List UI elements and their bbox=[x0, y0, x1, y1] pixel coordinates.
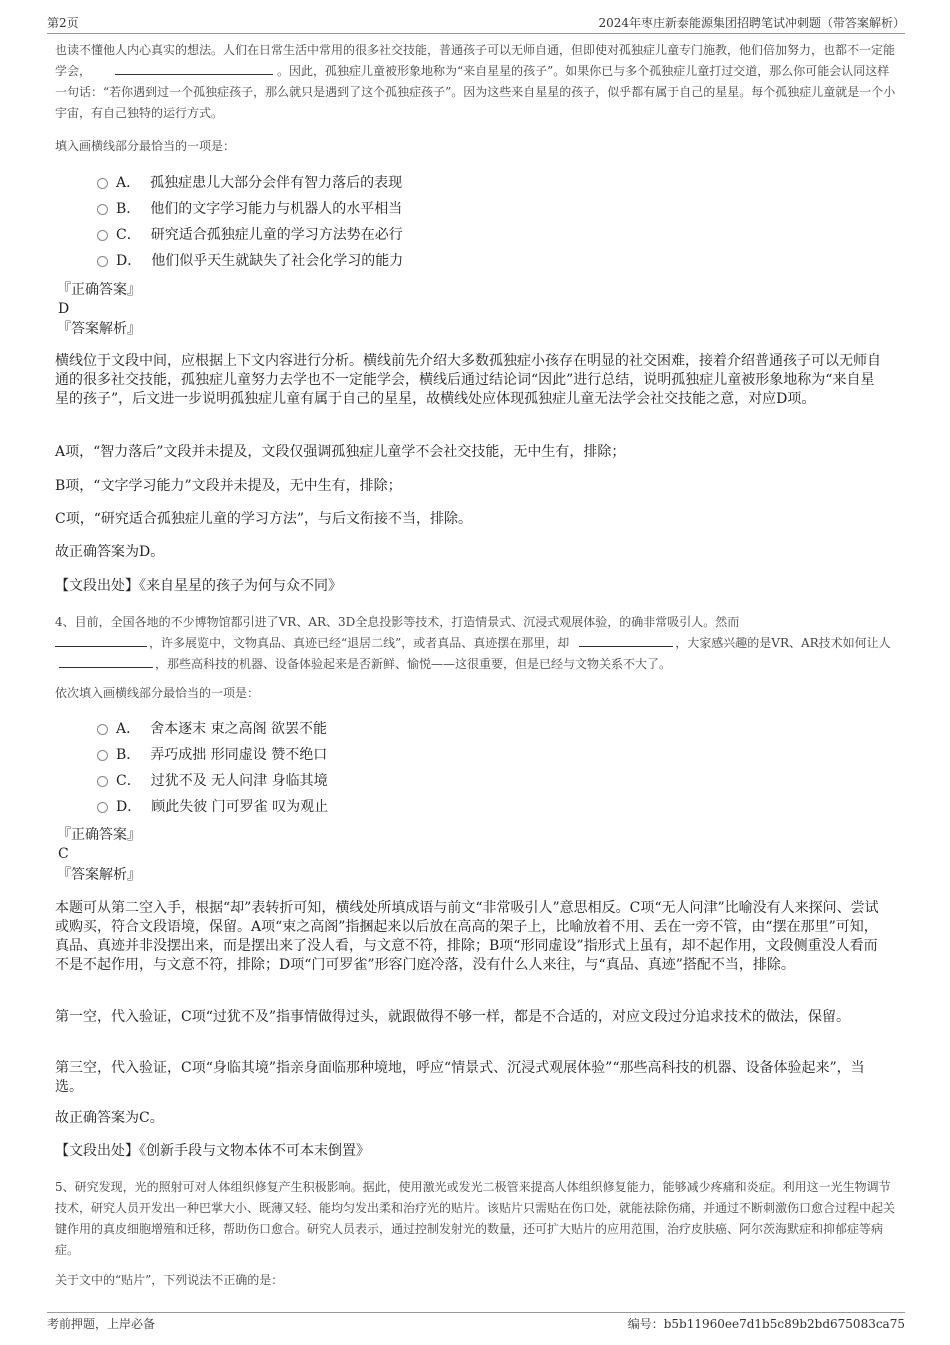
q3-analysis-b: B项，“文字学习能力”文段并未提及，无中生有，排除； bbox=[55, 478, 402, 494]
q5-prompt: 关于文中的“贴片”，下列说法不正确的是： bbox=[55, 1273, 284, 1287]
q4-option-c[interactable]: C． 过犹不及 无人问津 身临其境 bbox=[97, 771, 328, 791]
document-id: 编号：b5b11960ee7d1b5c89b2bd675083ca75 bbox=[627, 1317, 905, 1331]
q4-blank-3 bbox=[59, 655, 153, 668]
q4-analysis-label: 『答案解析』 bbox=[57, 867, 141, 883]
q3-option-a[interactable]: A． 孤独症患儿大部分会伴有智力落后的表现 bbox=[97, 173, 402, 193]
q4-option-a[interactable]: A． 舍本逐末 束之高阁 欲罢不能 bbox=[97, 719, 327, 739]
q3-prompt: 填入画横线部分最恰当的一项是： bbox=[55, 139, 236, 153]
radio-icon[interactable] bbox=[97, 230, 108, 241]
radio-icon[interactable] bbox=[97, 256, 108, 267]
q3-option-b[interactable]: B． 他们的文字学习能力与机器人的水平相当 bbox=[97, 199, 402, 219]
radio-icon[interactable] bbox=[97, 178, 108, 189]
q4-passage: 4、目前，全国各地的不少博物馆都引进了VR、AR、3D全息投影等技术，打造情景式、沉浸式观展体验，的确非常吸引人。然而 ，许多展览中，文物真品、真迹已经“退居二线”，或者真品、真迹摆在那里，却 ，大家感兴趣的是VR、AR技术如何让人，那些高科技的机器、设备体验起来是否新鲜、愉悦——这很重要，但是已经与文物关系不大了。 bbox=[55, 615, 891, 671]
radio-icon[interactable] bbox=[97, 776, 108, 787]
q3-option-d[interactable]: D． 他们似乎天生就缺失了社会化学习的能力 bbox=[97, 251, 403, 271]
q4-option-d[interactable]: D． 顾此失彼 门可罗雀 叹为观止 bbox=[97, 797, 328, 817]
radio-icon[interactable] bbox=[97, 204, 108, 215]
q4-analysis-main: 本题可从第二空入手，根据“却”表转折可知，横线处所填成语与前文“非常吸引人”意思相反。C项“无人问津”比喻没有人来探问、尝试或购买，符合文段语境，保留。A项“束之高阁”指捆起来以后放在高高的架子上，比喻放着不用、丢在一旁不管，由“摆在那里”可知，真品、真迹并非没摆出来，而是摆出来了没人看，与文意不符，排除；B项“形同虚设”指形式上虽有，却不起作用，文段侧重没人看而不是不起作用，与文意不符，排除；D项“门可罗雀”形容门庭冷落，没有什么人来往，与“真品、真迹”搭配不当，排除。 bbox=[55, 900, 879, 973]
q4-blank-1 bbox=[55, 634, 147, 647]
q3-analysis-label: 『答案解析』 bbox=[57, 321, 141, 337]
q3-analysis-a: A项，“智力落后”文段并未提及，文段仅强调孤独症儿童学不会社交技能，无中生有，排除； bbox=[55, 444, 626, 460]
document-title: 2024年枣庄新泰能源集团招聘笔试冲刺题（带答案解析） bbox=[598, 16, 905, 30]
q4-blank-2 bbox=[579, 634, 673, 647]
q3-analysis-c: C项，“研究适合孤独症儿童的学习方法”，与后文衔接不当，排除。 bbox=[55, 511, 473, 527]
q3-passage: 也读不懂他人内心真实的想法。人们在日常生活中常用的很多社交技能，普通孩子可以无师自通，但即使对孤独症儿童专门施教，他们倍加努力，也都不一定能学会， 。因此，孤独症儿童被形象地称为“来自星星的孩子”。如果你已与多个孤独症儿童打过交道，那么你可能会认同这样一句话：“若你遇到过一个孤独症孩子，那么就只是遇到了这个孤独症孩子”。因为这些来自星星的孩子，似乎都有属于自己的星星。每个孤独症儿童就是一个小宇宙，有自己独特的运行方式。 bbox=[55, 43, 896, 120]
q3-analysis-conclusion: 故正确答案为D。 bbox=[55, 544, 165, 560]
q3-answer-label: 『正确答案』 bbox=[57, 282, 141, 298]
q4-answer-label: 『正确答案』 bbox=[57, 827, 141, 843]
q4-prompt: 依次填入画横线部分最恰当的一项是： bbox=[55, 686, 260, 700]
radio-icon[interactable] bbox=[97, 750, 108, 761]
q3-analysis-main: 横线位于文段中间，应根据上下文内容进行分析。横线前先介绍大多数孤独症小孩存在明显的社交困难，接着介绍普通孩子可以无师自通的很多社交技能，孤独症儿童努力去学也不一定能学会，横线后通过结论词“因此”进行总结，说明孤独症儿童被形象地称为“来自星星的孩子”，后文进一步说明孤独症儿童有属于自己的星星，故横线处应体现孤独症儿童无法学会社交技能之意，对应D项。 bbox=[55, 353, 881, 407]
q4-analysis-third-blank: 第三空，代入验证，C项“身临其境”指亲身面临那种境地，呼应“情景式、沉浸式观展体验”“那些高科技的机器、设备体验起来”，当选。 bbox=[55, 1060, 865, 1095]
q3-source: 【文段出处】《来自星星的孩子为何与众不同》 bbox=[55, 578, 342, 594]
q3-blank bbox=[115, 62, 273, 75]
radio-icon[interactable] bbox=[97, 802, 108, 813]
q4-source: 【文段出处】《创新手段与文物本体不可本末倒置》 bbox=[55, 1143, 370, 1159]
q4-option-b[interactable]: B． 弄巧成拙 形同虚设 赞不绝口 bbox=[97, 745, 327, 765]
q5-passage: 5、研究发现，光的照射可对人体组织修复产生积极影响。据此，使用激光或发光二极管来提高人体组织修复能力，能够减少疼痛和炎症。利用这一光生物调节技术，研究人员开发出一种巴掌大小、既薄又轻、能均匀发出柔和治疗光的贴片。该贴片只需贴在伤口处，就能祛除伤痛，并通过不断刺激伤口愈合过程中起关键作用的真皮细胞增殖和迁移，帮助伤口愈合。研究人员表示，通过控制发射光的数量，还可扩大贴片的应用范围，治疗皮肤癌、阿尔茨海默症和抑郁症等病症。 bbox=[55, 1180, 896, 1257]
q4-analysis-conclusion: 故正确答案为C。 bbox=[55, 1110, 164, 1126]
radio-icon[interactable] bbox=[97, 724, 108, 735]
page-header bbox=[47, 14, 905, 34]
q4-answer: C bbox=[58, 846, 69, 862]
q3-answer: D bbox=[58, 301, 70, 317]
q4-analysis-first-blank: 第一空，代入验证，C项“过犹不及”指事情做得过头，就跟做得不够一样，都是不合适的，对应文段过分追求技术的做法，保留。 bbox=[55, 1009, 851, 1025]
q3-option-c[interactable]: C． 研究适合孤独症儿童的学习方法势在必行 bbox=[97, 225, 403, 245]
page-number: 第2页 bbox=[47, 16, 79, 30]
footer-slogan: 考前押题，上岸必备 bbox=[47, 1317, 156, 1331]
page-footer bbox=[47, 1312, 905, 1335]
